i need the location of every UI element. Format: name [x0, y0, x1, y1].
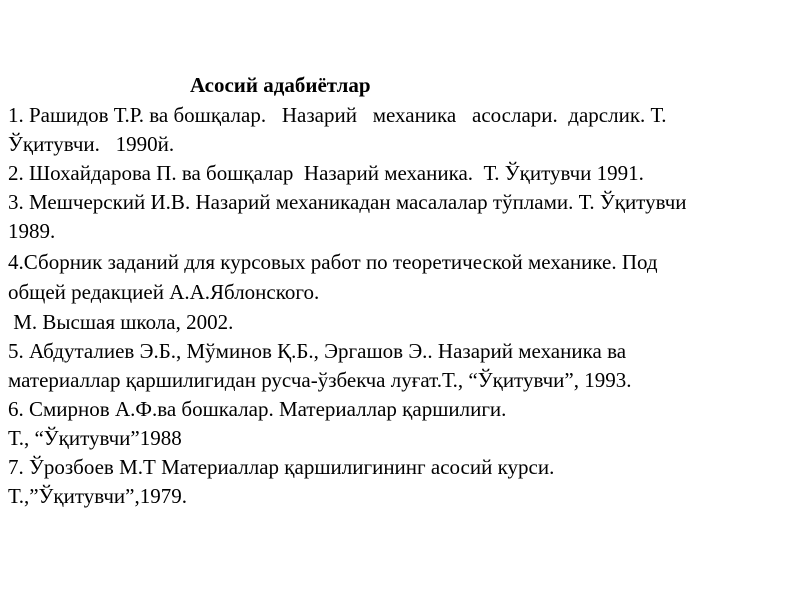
reference-line: 4.Сборник заданий для курсовых работ по теоретической механике. Под: [8, 250, 658, 274]
reference-line: 5. Абдуталиев Э.Б., Мўминов Қ.Б., Эргашов Э.. Назарий механика ва: [8, 339, 627, 363]
reference-line: 3. Мешчерский И.В. Назарий механикадан масалалар тўплами. Т. Ўқитувчи: [8, 190, 687, 214]
reference-line: Т.,”Ўқитувчи”,1979.: [8, 484, 187, 508]
reference-line: 1. Рашидов Т.Р. ва бошқалар. Назарий механика асослари. дарслик. Т.: [8, 103, 667, 127]
reference-line: 7. Ўрозбоев М.Т Материаллар қаршилигининг асосий курси.: [8, 455, 555, 479]
reference-line: материаллар қаршилигидан русча-ўзбекча луғат.Т., “Ўқитувчи”, 1993.: [8, 368, 632, 392]
reference-line: М. Высшая школа, 2002.: [8, 310, 234, 334]
document-title: Асосий адабиётлар: [190, 73, 371, 97]
reference-line: Ўқитувчи. 1990й.: [8, 132, 175, 156]
reference-line: общей редакцией А.А.Яблонского.: [8, 280, 320, 304]
reference-line: 6. Смирнов А.Ф.ва бошкалар. Материаллар қаршилиги.: [8, 397, 507, 421]
reference-line: 1989.: [8, 219, 56, 243]
reference-line: Т., “Ўқитувчи”1988: [8, 426, 182, 450]
reference-line: 2. Шохайдарова П. ва бошқалар Назарий механика. Т. Ўқитувчи 1991.: [8, 161, 644, 185]
